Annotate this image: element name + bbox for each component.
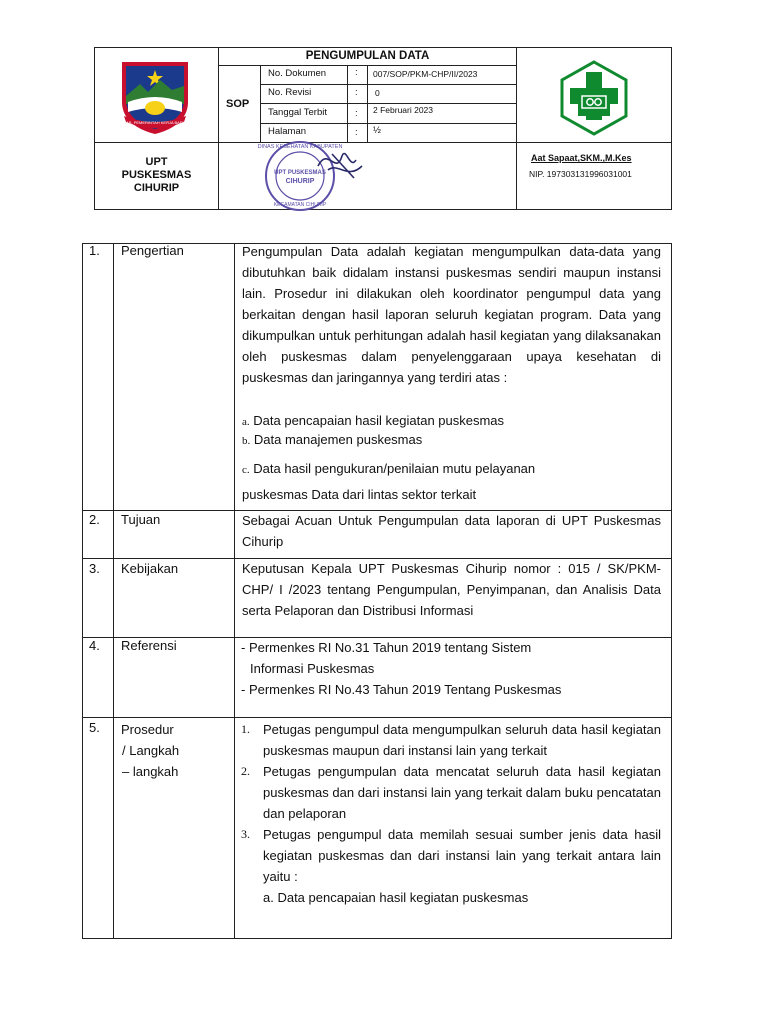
meta-label: Halaman: [268, 126, 307, 137]
section-number: 5.: [89, 720, 100, 735]
signer-nip: NIP. 197303131996031001: [529, 169, 632, 179]
procedure-step: 3. Petugas pengumpul data memilah sesuai sumber jenis data hasil kegiatan puskesmas dan dari instansi lain yang terkait antara lain yaitu :: [241, 827, 661, 884]
section-label: Prosedur / Langkah – langkah: [121, 722, 180, 779]
section-number: 1.: [89, 243, 100, 258]
reference-item: - Permenkes RI No.31 Tahun 2019 tentang Sistem: [241, 640, 532, 655]
procedure-step: 2. Petugas pengumpulan data mencatat seluruh data hasil kegiatan puskesmas dan dari instansi lain yang terkait dalam buku pencatatan dan pelaporan: [241, 764, 661, 821]
reference-item-continuation: Informasi Puskesmas: [250, 661, 375, 676]
sop-label: SOP: [226, 98, 250, 110]
puskesmas-logo: [556, 60, 632, 136]
section-label: Kebijakan: [121, 561, 179, 576]
meta-colon: :: [355, 87, 358, 98]
section-number: 2.: [89, 512, 100, 527]
section-paragraph: Sebagai Acuan Untuk Pengumpulan data laporan di UPT Puskesmas Cihurip: [242, 513, 661, 549]
meta-value: 0: [375, 88, 380, 98]
meta-colon: :: [355, 67, 358, 78]
list-item: c. Data hasil pengukuran/penilaian mutu pelayanan: [242, 461, 536, 476]
regency-logo: [116, 58, 194, 136]
official-stamp: [258, 136, 368, 218]
meta-value: 007/SOP/PKM-CHP/II/2023: [373, 69, 478, 79]
meta-colon: :: [355, 108, 358, 119]
section-label: Pengertian: [121, 243, 184, 258]
svg-text:DINAS KESEHATAN KABUPATEN: DINAS KESEHATAN KABUPATEN: [258, 144, 343, 150]
section-label: Referensi: [121, 638, 177, 653]
svg-text:CIHURIP: CIHURIP: [285, 178, 315, 185]
list-item-continuation: puskesmas Data dari lintas sektor terkait: [242, 487, 477, 502]
document-title: PENGUMPULAN DATA: [305, 50, 430, 62]
logo-banner-text: KAB. PEMERINTAH KERJA BARIS: [123, 120, 187, 125]
svg-text:KECAMATAN CIHURIP: KECAMATAN CIHURIP: [273, 202, 327, 208]
section-number: 3.: [89, 561, 100, 576]
procedure-step: 1. Petugas pengumpul data mengumpulkan seluruh data hasil kegiatan puskesmas maupun dari instansi lain yang terkait: [241, 722, 661, 758]
section-paragraph: Pengumpulan Data adalah kegiatan mengumpulkan data-data yang dibutuhkan baik didalam instansi puskesmas sendiri maupun instansi lain. Prosedur ini dilakukan oleh koordinator pengumpul data yang berkaitan dengan hasil laporan seluruh kegiatan program. Data yang dikumpulkan untuk perhitungan adalah hasil kegiatan yang dilaksanakan oleh puskesmas dalam penyelenggaraan upaya kesehatan di puskesmas dan jaringannya yang terdiri atas :: [242, 244, 661, 385]
signer-name: Aat Sapaat,SKM.,M.Kes: [531, 153, 632, 163]
svg-text:UPT PUSKESMAS: UPT PUSKESMAS: [274, 170, 326, 176]
organization-name: UPT PUSKESMAS CIHURIP: [121, 156, 192, 194]
procedure-sub-item: a. Data pencapaian hasil kegiatan puskesmas: [263, 890, 529, 905]
section-number: 4.: [89, 638, 100, 653]
section-label: Tujuan: [121, 512, 161, 527]
reference-item: - Permenkes RI No.43 Tahun 2019 Tentang Puskesmas: [241, 682, 562, 697]
meta-value: ½: [373, 125, 381, 136]
procedure-steps: [241, 719, 661, 908]
list-item: b. Data manajemen puskesmas: [242, 432, 423, 447]
meta-value: 2 Februari 2023: [373, 105, 434, 115]
list-item: a. Data pencapaian hasil kegiatan puskesmas: [242, 413, 505, 428]
meta-label: No. Dokumen: [268, 68, 327, 79]
section-paragraph: Keputusan Kepala UPT Puskesmas Cihurip nomor : 015 / SK/PKM-CHP/ I /2023 tentang Pengumpulan, Penyimpanan, dan Analisis Data serta Pelaporan dan Distribusi Informasi: [242, 561, 661, 618]
meta-label: No. Revisi: [268, 87, 312, 98]
meta-label: Tanggal Terbit: [268, 107, 327, 118]
meta-colon: :: [355, 127, 358, 138]
